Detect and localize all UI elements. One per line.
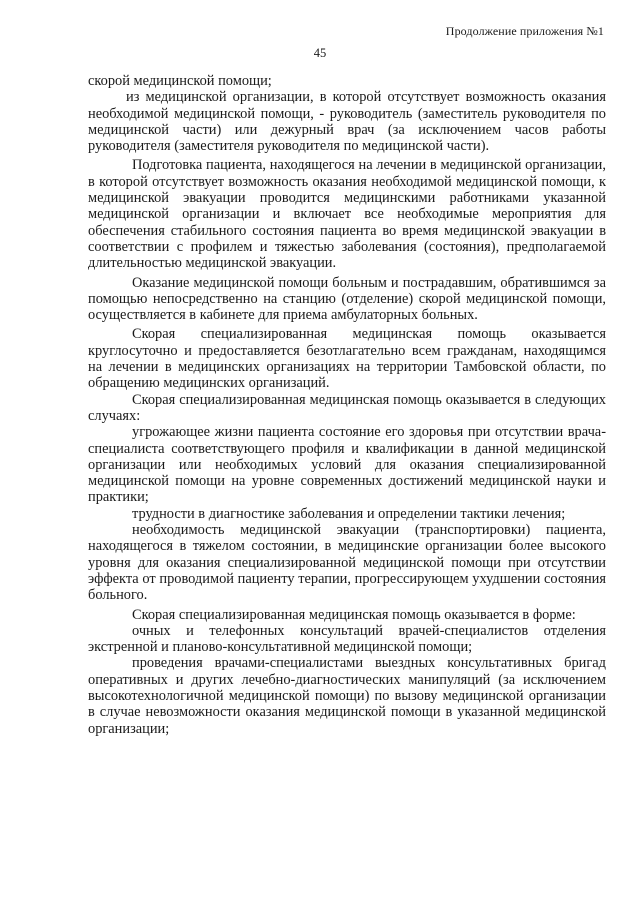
appendix-header: Продолжение приложения №1 bbox=[445, 24, 604, 38]
paragraph: Оказание медицинской помощи больным и пострадавшим, обратившимся за помощью непосредственно на станцию (отделение) скорой медицинской помощи, осуществляется в кабинете для приема амбулаторных больных. bbox=[88, 274, 606, 324]
paragraph: Скорая специализированная медицинская помощь оказывается в форме: bbox=[132, 606, 576, 623]
paragraph: из медицинской организации, в которой отсутствует возможность оказания необходимой медицинской помощи, - руководитель (заместитель руководителя по медицинской части) или дежурный врач (за исключением часов работы руководителя (заместителя руководителя по медицинской части). bbox=[88, 89, 606, 155]
document-body bbox=[88, 73, 606, 737]
paragraph: Скорая специализированная медицинская помощь оказывается в следующих случаях: bbox=[88, 391, 606, 424]
list-item: трудности в диагностике заболевания и определении тактики лечения; bbox=[132, 505, 566, 522]
paragraph: скорой медицинской помощи; bbox=[88, 73, 272, 89]
list-item: угрожающее жизни пациента состояние его здоровья при отсутствии врача-специалиста соответствующего профиля и квалификации в данной медицинской организации или необходимых условий для оказания специализированной медицинской помощи на уровне современных достижений медицинской науки и практики; bbox=[88, 424, 606, 506]
page-number: 45 bbox=[313, 46, 327, 60]
paragraph: Подготовка пациента, находящегося на лечении в медицинской организации, в которой отсутствует возможность оказания необходимой медицинской помощи, к медицинской эвакуации проводится медицинскими работниками указанной медицинской организации и включает все необходимые мероприятия для обеспечения стабильного состояния пациента во время медицинской эвакуации в соответствии с профилем и тяжестью заболевания (состояния), предполагаемой длительностью медицинской эвакуации. bbox=[88, 157, 606, 272]
paragraph: Скорая специализированная медицинская помощь оказывается круглосуточно и предоставляется безотлагательно всем гражданам, находящимся на лечении в медицинских организациях на территории Тамбовской области, по обращению медицинских организаций. bbox=[88, 326, 606, 392]
list-item: очных и телефонных консультаций врачей-специалистов отделения экстренной и планово-консультативной медицинской помощи; bbox=[88, 622, 606, 656]
list-item: необходимость медицинской эвакуации (транспортировки) пациента, находящегося в тяжелом состоянии, в медицинские организации более высокого уровня для оказания специализированной медицинской помощи при отсутствии эффекта от проводимой пациенту терапии, прогрессирующем ухудшении состояния больного. bbox=[88, 522, 606, 604]
list-item: проведения врачами-специалистами выездных консультативных бригад оперативных и других лечебно-диагностических манипуляций (за исключением высокотехнологичной медицинской помощи) по вызову медицинской организации в случае невозможности оказания медицинской помощи в указанной медицинской организации; bbox=[88, 655, 606, 737]
